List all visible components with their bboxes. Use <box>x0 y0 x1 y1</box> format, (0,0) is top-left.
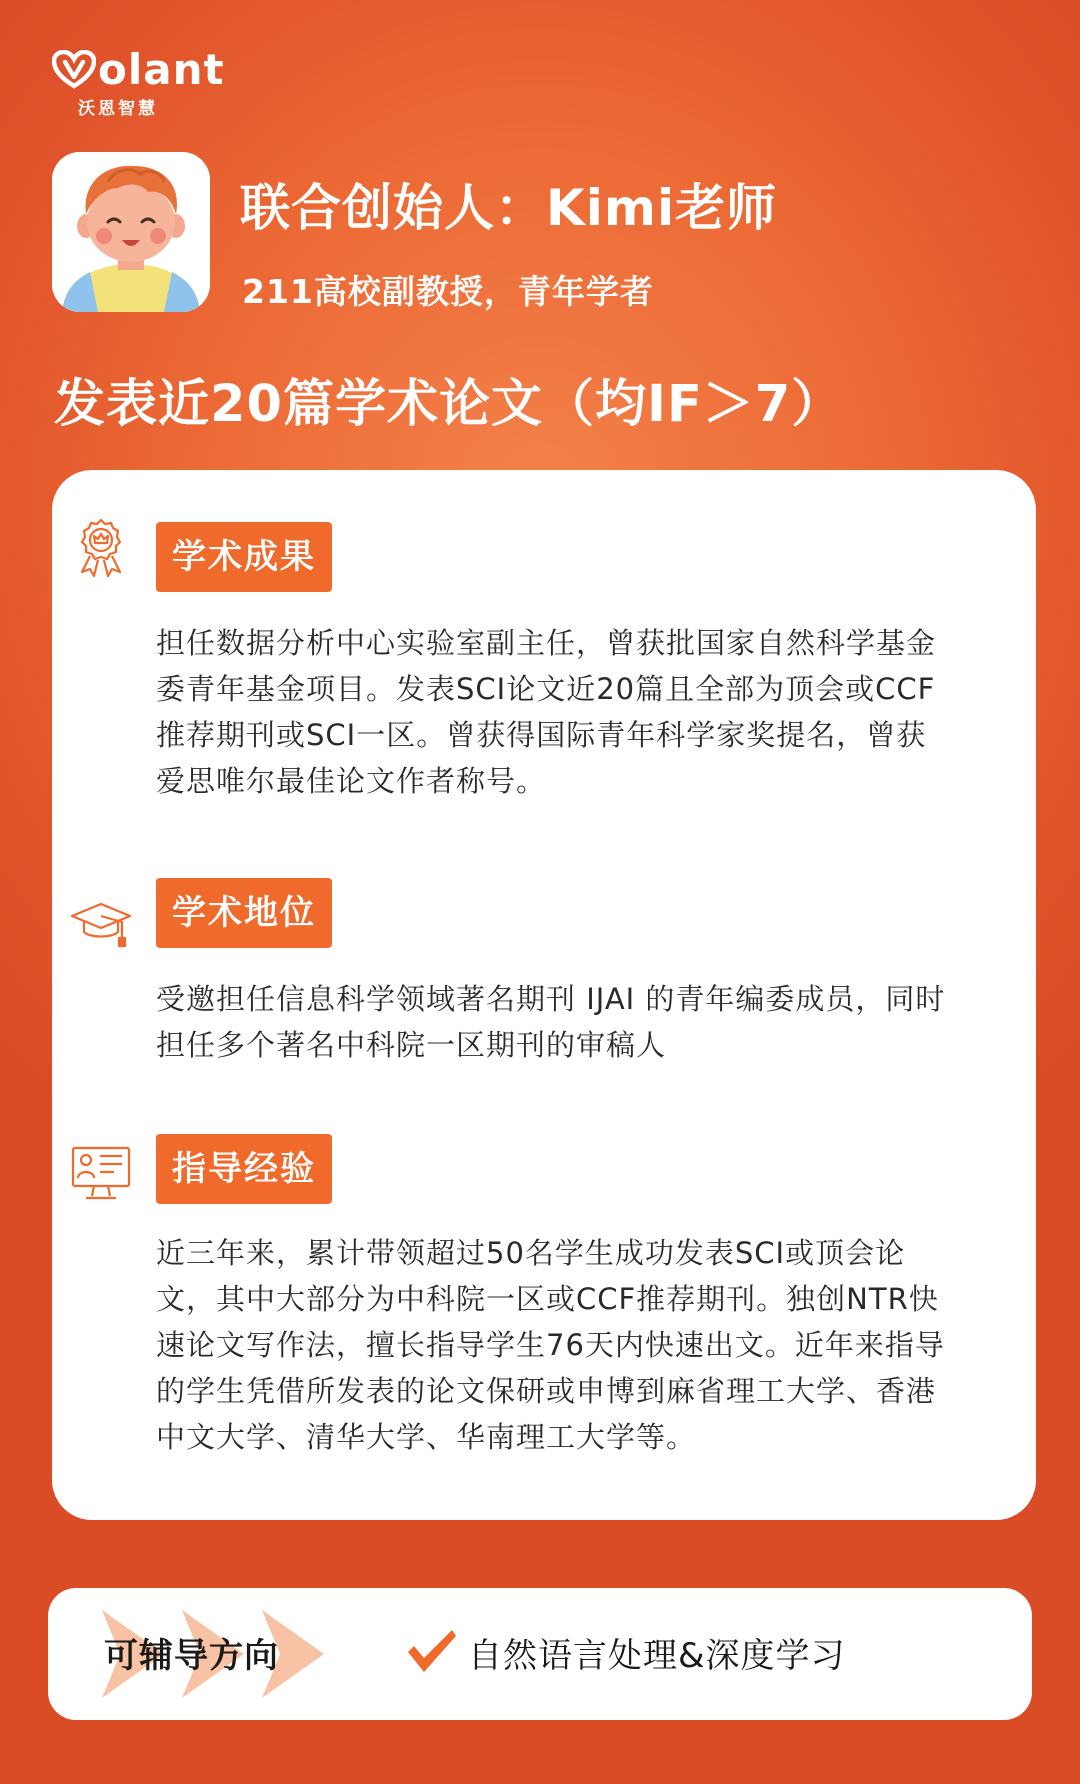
graduation-cap-icon <box>70 892 132 954</box>
tag-guidance-experience: 指导经验 <box>156 1134 332 1204</box>
text-line: 爱思唯尔最佳论文作者称号。 <box>156 764 547 798</box>
section-body-status <box>156 976 986 1068</box>
direction-value: 自然语言处理&深度学习 <box>468 1636 846 1676</box>
award-medal-icon <box>70 516 132 578</box>
section-body-experience <box>156 1230 986 1460</box>
logo-text: olant <box>98 45 225 94</box>
text-line: 中文大学、清华大学、华南理工大学等。 <box>156 1420 697 1454</box>
text-line: 担任数据分析中心实验室副主任，曾获批国家自然科学基金 <box>156 626 937 660</box>
text-line: 担任多个著名中科院一区期刊的审稿人 <box>156 1028 667 1062</box>
profile-subtitle: 211高校副教授，青年学者 <box>242 272 654 311</box>
text-line: 受邀担任信息科学领域著名期刊 IJAI 的青年编委成员，同时 <box>156 982 946 1016</box>
avatar-illustration-icon <box>52 152 210 312</box>
tag-academic-status: 学术地位 <box>156 878 332 948</box>
presentation-screen-icon <box>70 1142 132 1204</box>
brand-logo <box>52 45 225 119</box>
heart-v-logo-icon <box>52 50 96 90</box>
section-body-achievements <box>156 620 986 804</box>
profile-title: 联合创始人：Kimi老师 <box>240 179 778 237</box>
profile-card <box>52 470 1036 1520</box>
tag-academic-achievements: 学术成果 <box>156 522 332 592</box>
avatar <box>52 152 210 312</box>
text-line: 文，其中大部分为中科院一区或CCF推荐期刊。独创NTR快 <box>156 1282 939 1316</box>
direction-bar <box>48 1588 1032 1720</box>
text-line: 委青年基金项目。发表SCI论文近20篇且全部为顶会或CCF <box>156 672 936 706</box>
headline: 发表近20篇学术论文（均IF＞7） <box>54 375 844 434</box>
text-line: 近三年来，累计带领超过50名学生成功发表SCI或顶会论 <box>156 1236 906 1270</box>
checkmark-icon <box>404 1626 458 1676</box>
text-line: 推荐期刊或SCI一区。曾获得国际青年科学家奖提名，曾获 <box>156 718 927 752</box>
direction-label: 可辅导方向 <box>104 1636 279 1676</box>
text-line: 的学生凭借所发表的论文保研或申博到麻省理工大学、香港 <box>156 1374 937 1408</box>
logo-subtitle: 沃恩智慧 <box>78 99 158 119</box>
text-line: 速论文写作法，擅长指导学生76天内快速出文。近年来指导 <box>156 1328 945 1362</box>
